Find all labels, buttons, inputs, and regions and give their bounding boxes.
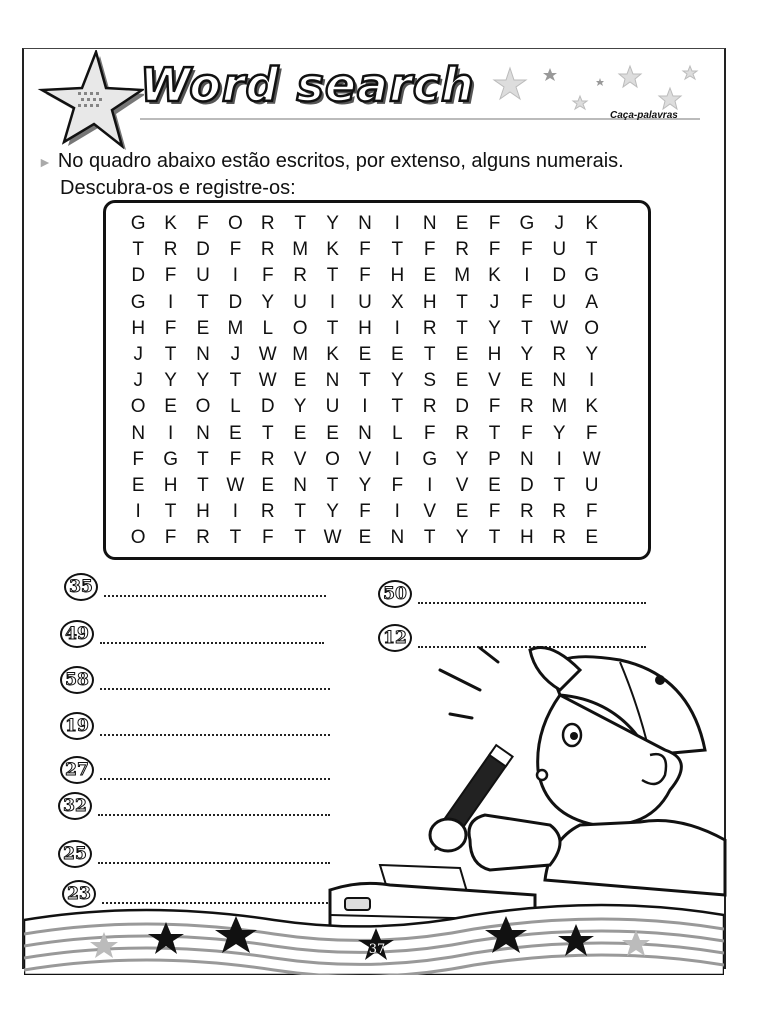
grid-letter[interactable]: T bbox=[164, 501, 177, 523]
grid-letter[interactable]: U bbox=[358, 291, 372, 313]
grid-letter[interactable]: M bbox=[551, 396, 568, 418]
grid-letter[interactable]: E bbox=[196, 317, 210, 339]
grid-letter[interactable]: F bbox=[359, 239, 371, 261]
grid-letter[interactable]: L bbox=[392, 422, 403, 444]
grid-letter[interactable]: R bbox=[260, 213, 275, 234]
grid-letter[interactable]: D bbox=[260, 396, 275, 418]
grid-letter[interactable]: E bbox=[455, 501, 469, 523]
grid-letter[interactable]: F bbox=[197, 213, 209, 234]
grid-letter[interactable]: W bbox=[550, 317, 569, 339]
grid-letter[interactable]: F bbox=[488, 501, 501, 523]
decorative-stars-icon bbox=[480, 58, 710, 118]
grid-letter[interactable]: T bbox=[229, 370, 242, 392]
grid-letter[interactable]: O bbox=[195, 396, 211, 418]
grid-letter[interactable]: I bbox=[167, 291, 174, 313]
grid-letter[interactable]: U bbox=[293, 291, 308, 313]
grid-letter[interactable]: N bbox=[552, 370, 567, 392]
grid-letter[interactable]: R bbox=[520, 396, 534, 418]
answer-line[interactable] bbox=[100, 670, 330, 690]
grid-letter[interactable]: J bbox=[230, 343, 241, 365]
grid-letter[interactable]: R bbox=[196, 527, 210, 549]
grid-letter[interactable]: F bbox=[521, 239, 533, 261]
grid-letter[interactable]: D bbox=[196, 239, 210, 261]
grid-letter[interactable]: Y bbox=[326, 213, 339, 234]
grid-letter[interactable]: R bbox=[520, 501, 534, 523]
grid-letter[interactable]: N bbox=[325, 370, 340, 392]
grid-letter[interactable]: T bbox=[488, 422, 501, 444]
grid-letter[interactable]: H bbox=[422, 291, 437, 313]
number-badge: 32 bbox=[58, 792, 92, 820]
grid-letter[interactable]: V bbox=[455, 474, 469, 496]
grid-letter[interactable]: Y bbox=[293, 396, 307, 418]
grid-letter[interactable]: E bbox=[229, 422, 242, 444]
grid-letter[interactable]: Y bbox=[196, 370, 210, 392]
grid-letter[interactable]: T bbox=[391, 396, 404, 418]
grid-letter[interactable]: I bbox=[556, 448, 562, 470]
grid-letter[interactable]: U bbox=[584, 474, 599, 496]
grid-letter[interactable]: Y bbox=[455, 527, 469, 549]
grid-letter[interactable]: I bbox=[589, 370, 595, 392]
grid-letter[interactable]: T bbox=[456, 291, 468, 313]
grid-letter[interactable]: O bbox=[130, 527, 146, 549]
grid-letter[interactable]: N bbox=[131, 422, 146, 444]
answer-line[interactable] bbox=[418, 584, 646, 604]
grid-letter[interactable]: U bbox=[325, 396, 340, 418]
grid-letter[interactable]: T bbox=[423, 343, 436, 365]
grid-letter[interactable]: I bbox=[394, 501, 400, 523]
grid-letter[interactable]: W bbox=[323, 527, 342, 549]
instructions bbox=[38, 148, 624, 201]
grid-letter[interactable]: T bbox=[585, 239, 598, 261]
grid-letter[interactable]: G bbox=[584, 265, 600, 287]
answer-line[interactable] bbox=[100, 760, 330, 780]
grid-letter[interactable]: W bbox=[582, 448, 601, 470]
grid-letter[interactable]: F bbox=[164, 527, 177, 549]
grid-letter[interactable]: I bbox=[524, 265, 530, 287]
grid-letter[interactable]: O bbox=[292, 317, 308, 339]
grid-letter[interactable]: M bbox=[292, 343, 309, 365]
grid-letter[interactable]: R bbox=[260, 239, 275, 261]
grid-letter[interactable]: H bbox=[131, 317, 146, 339]
grid-letter[interactable]: N bbox=[520, 448, 534, 470]
grid-letter[interactable]: K bbox=[585, 396, 598, 418]
grid-letter[interactable]: O bbox=[130, 396, 146, 418]
bullet-arrow-icon: ► bbox=[38, 154, 52, 170]
grid-letter[interactable]: W bbox=[258, 370, 277, 392]
grid-letter[interactable]: L bbox=[262, 317, 274, 339]
number-badge: 50 bbox=[378, 580, 412, 608]
grid-letter[interactable]: Y bbox=[585, 343, 598, 365]
grid-letter[interactable]: Y bbox=[520, 343, 534, 365]
grid-letter[interactable]: R bbox=[422, 317, 437, 339]
grid-letter[interactable]: F bbox=[521, 291, 533, 313]
grid-letter[interactable]: G bbox=[130, 291, 146, 313]
grid-letter[interactable]: T bbox=[229, 527, 242, 549]
grid-letter[interactable]: R bbox=[552, 343, 567, 365]
grid-letter[interactable]: V bbox=[488, 370, 501, 392]
answer-line[interactable] bbox=[100, 716, 330, 736]
grid-letter[interactable]: E bbox=[390, 343, 404, 365]
grid-letter[interactable]: O bbox=[325, 448, 340, 470]
number-badge: 35 bbox=[64, 573, 98, 601]
grid-letter[interactable]: F bbox=[261, 265, 274, 287]
grid-letter[interactable]: Y bbox=[261, 291, 275, 313]
grid-letter[interactable]: U bbox=[552, 291, 567, 313]
grid-letter[interactable]: P bbox=[488, 448, 501, 470]
answer-line[interactable] bbox=[100, 624, 324, 644]
grid-letter[interactable]: F bbox=[521, 422, 533, 444]
grid-letter[interactable]: E bbox=[358, 527, 372, 549]
grid-letter[interactable]: I bbox=[232, 501, 238, 523]
grid-letter[interactable]: T bbox=[359, 370, 371, 392]
grid-letter[interactable]: N bbox=[358, 213, 372, 234]
grid-letter[interactable]: R bbox=[260, 448, 275, 470]
grid-letter[interactable]: E bbox=[520, 370, 534, 392]
grid-letter[interactable]: E bbox=[423, 265, 437, 287]
grid-letter[interactable]: T bbox=[261, 422, 274, 444]
grid-letter[interactable]: U bbox=[196, 265, 210, 287]
grid-letter[interactable]: D bbox=[520, 474, 534, 496]
grid-letter[interactable]: Y bbox=[326, 501, 339, 523]
grid-letter[interactable]: U bbox=[552, 239, 567, 261]
grid-letter[interactable]: F bbox=[229, 239, 242, 261]
grid-letter[interactable]: I bbox=[394, 448, 400, 470]
page-title: Word search bbox=[140, 58, 475, 112]
grid-letter[interactable]: F bbox=[488, 396, 501, 418]
grid-letter[interactable]: E bbox=[293, 370, 307, 392]
grid-letter[interactable]: N bbox=[196, 422, 210, 444]
grid-letter[interactable]: H bbox=[487, 343, 502, 365]
grid-letter[interactable]: V bbox=[423, 501, 437, 523]
grid-letter[interactable]: E bbox=[131, 474, 145, 496]
grid-letter[interactable]: Y bbox=[164, 370, 177, 392]
grid-letter[interactable]: T bbox=[132, 239, 144, 261]
grid-letter[interactable]: R bbox=[455, 422, 469, 444]
grid-letter[interactable]: F bbox=[164, 317, 177, 339]
word-search-grid bbox=[122, 211, 608, 551]
grid-letter[interactable]: H bbox=[163, 474, 178, 496]
grid-letter[interactable]: I bbox=[394, 317, 400, 339]
grid-letter[interactable]: O bbox=[227, 213, 243, 234]
grid-letter[interactable]: R bbox=[455, 239, 469, 261]
grid-letter[interactable]: T bbox=[294, 501, 306, 523]
answer-line[interactable] bbox=[104, 577, 326, 597]
grid-letter[interactable]: H bbox=[358, 317, 372, 339]
grid-letter[interactable]: R bbox=[422, 396, 437, 418]
grid-letter[interactable]: J bbox=[133, 370, 143, 392]
grid-letter[interactable]: F bbox=[423, 422, 436, 444]
grid-letter[interactable]: N bbox=[422, 213, 437, 234]
grid-letter[interactable]: K bbox=[326, 343, 339, 365]
grid-letter[interactable]: T bbox=[423, 527, 436, 549]
grid-letter[interactable]: R bbox=[260, 501, 275, 523]
grid-letter[interactable]: E bbox=[455, 370, 469, 392]
grid-letter[interactable]: K bbox=[488, 265, 501, 287]
grid-letter[interactable]: F bbox=[585, 422, 598, 444]
answer-line[interactable] bbox=[98, 796, 330, 816]
grid-letter[interactable]: J bbox=[489, 291, 500, 313]
grid-letter[interactable]: T bbox=[391, 239, 404, 261]
grid-letter[interactable]: I bbox=[329, 291, 336, 313]
grid-letter[interactable]: W bbox=[226, 474, 245, 496]
grid-letter[interactable]: Y bbox=[358, 474, 372, 496]
grid-letter[interactable]: W bbox=[258, 343, 277, 365]
grid-letter[interactable]: T bbox=[488, 527, 501, 549]
grid-letter[interactable]: E bbox=[585, 527, 598, 549]
grid-letter[interactable]: F bbox=[164, 265, 177, 287]
grid-letter[interactable]: F bbox=[359, 501, 371, 523]
grid-letter[interactable]: E bbox=[488, 474, 501, 496]
instruction-line-2: Descubra-os e registre-os: bbox=[60, 177, 296, 199]
grid-letter[interactable]: F bbox=[391, 474, 404, 496]
grid-letter[interactable]: E bbox=[261, 474, 275, 496]
grid-letter[interactable]: R bbox=[552, 501, 567, 523]
grid-letter[interactable]: T bbox=[294, 527, 306, 549]
grid-letter[interactable]: X bbox=[390, 291, 404, 313]
grid-letter[interactable]: Y bbox=[552, 422, 566, 444]
grid-letter[interactable]: F bbox=[132, 448, 144, 470]
grid-letter[interactable]: T bbox=[294, 213, 306, 234]
grid-letter[interactable]: K bbox=[164, 213, 177, 234]
grid-letter[interactable]: K bbox=[326, 239, 339, 261]
grid-letter[interactable]: D bbox=[455, 396, 469, 418]
star-badge-icon bbox=[34, 50, 144, 150]
grid-letter[interactable]: D bbox=[228, 291, 243, 313]
grid-letter[interactable]: H bbox=[196, 501, 210, 523]
number-badge: 19 bbox=[60, 712, 94, 740]
grid-letter[interactable]: F bbox=[488, 213, 501, 234]
grid-letter[interactable]: G bbox=[130, 213, 146, 234]
grid-letter[interactable]: I bbox=[427, 474, 433, 496]
grid-letter[interactable]: T bbox=[326, 474, 339, 496]
grid-letter[interactable]: I bbox=[362, 396, 368, 418]
grid-letter[interactable]: I bbox=[232, 265, 238, 287]
grid-letter[interactable]: T bbox=[521, 317, 533, 339]
number-badge: 25 bbox=[58, 840, 92, 868]
grid-letter[interactable]: T bbox=[197, 448, 209, 470]
grid-letter[interactable]: H bbox=[390, 265, 405, 287]
word-search-grid-box bbox=[103, 200, 651, 560]
answer-line[interactable] bbox=[98, 844, 330, 864]
grid-letter[interactable]: T bbox=[456, 317, 468, 339]
number-badge: 27 bbox=[60, 756, 94, 784]
grid-letter[interactable]: T bbox=[197, 291, 209, 313]
grid-letter[interactable]: E bbox=[326, 422, 339, 444]
grid-letter[interactable]: F bbox=[423, 239, 436, 261]
grid-letter[interactable]: E bbox=[455, 343, 469, 365]
grid-letter[interactable]: T bbox=[553, 474, 566, 496]
star-banner bbox=[24, 900, 724, 975]
grid-letter[interactable]: G bbox=[163, 448, 178, 470]
grid-letter[interactable]: Y bbox=[488, 317, 501, 339]
number-badge: 23 bbox=[62, 880, 96, 908]
grid-letter[interactable]: E bbox=[164, 396, 177, 418]
grid-letter[interactable]: O bbox=[584, 317, 600, 339]
grid-letter[interactable]: K bbox=[585, 213, 598, 234]
grid-letter[interactable]: F bbox=[585, 501, 598, 523]
grid-letter[interactable]: N bbox=[358, 422, 372, 444]
grid-letter[interactable]: T bbox=[326, 265, 339, 287]
grid-letter[interactable]: V bbox=[293, 448, 307, 470]
grid-letter[interactable]: R bbox=[163, 239, 178, 261]
grid-letter[interactable]: E bbox=[358, 343, 372, 365]
grid-letter[interactable]: E bbox=[293, 422, 307, 444]
grid-letter[interactable]: T bbox=[164, 343, 177, 365]
grid-letter[interactable]: F bbox=[359, 265, 371, 287]
grid-letter[interactable]: J bbox=[554, 213, 565, 234]
grid-letter[interactable]: G bbox=[519, 213, 535, 234]
grid-letter[interactable]: N bbox=[196, 343, 210, 365]
grid-letter[interactable]: F bbox=[261, 527, 274, 549]
grid-letter[interactable]: S bbox=[423, 370, 437, 392]
number-badge: 49 bbox=[60, 620, 94, 648]
grid-letter[interactable]: F bbox=[229, 448, 242, 470]
grid-letter[interactable]: T bbox=[326, 317, 339, 339]
page-subtitle: Caça-palavras bbox=[610, 110, 678, 121]
grid-letter[interactable]: M bbox=[292, 239, 309, 261]
grid-letter[interactable]: V bbox=[358, 448, 372, 470]
grid-letter[interactable]: I bbox=[135, 501, 141, 523]
grid-letter[interactable]: I bbox=[167, 422, 174, 444]
grid-letter[interactable]: F bbox=[488, 239, 501, 261]
grid-letter[interactable]: R bbox=[293, 265, 308, 287]
number-badge: 58 bbox=[60, 666, 94, 694]
grid-letter[interactable]: N bbox=[293, 474, 308, 496]
number-badge: 12 bbox=[378, 624, 412, 652]
grid-letter[interactable]: H bbox=[520, 527, 534, 549]
grid-letter[interactable]: T bbox=[197, 474, 209, 496]
grid-letter[interactable]: D bbox=[131, 265, 146, 287]
grid-letter[interactable]: Y bbox=[455, 448, 469, 470]
grid-letter[interactable]: A bbox=[585, 291, 598, 313]
instruction-line-1: No quadro abaixo estão escritos, por extenso, alguns numerais. bbox=[57, 150, 624, 172]
grid-letter[interactable]: Y bbox=[390, 370, 404, 392]
grid-letter[interactable]: N bbox=[390, 527, 405, 549]
grid-letter[interactable]: I bbox=[394, 213, 400, 234]
grid-letter[interactable]: M bbox=[454, 265, 471, 287]
grid-letter[interactable]: D bbox=[552, 265, 567, 287]
grid-letter[interactable]: E bbox=[455, 213, 469, 234]
grid-letter[interactable]: L bbox=[230, 396, 241, 418]
grid-letter[interactable]: R bbox=[552, 527, 567, 549]
grid-letter[interactable]: M bbox=[227, 317, 244, 339]
grid-letter[interactable]: G bbox=[422, 448, 438, 470]
grid-letter[interactable]: J bbox=[133, 343, 143, 365]
page-number: 37 bbox=[368, 942, 386, 957]
